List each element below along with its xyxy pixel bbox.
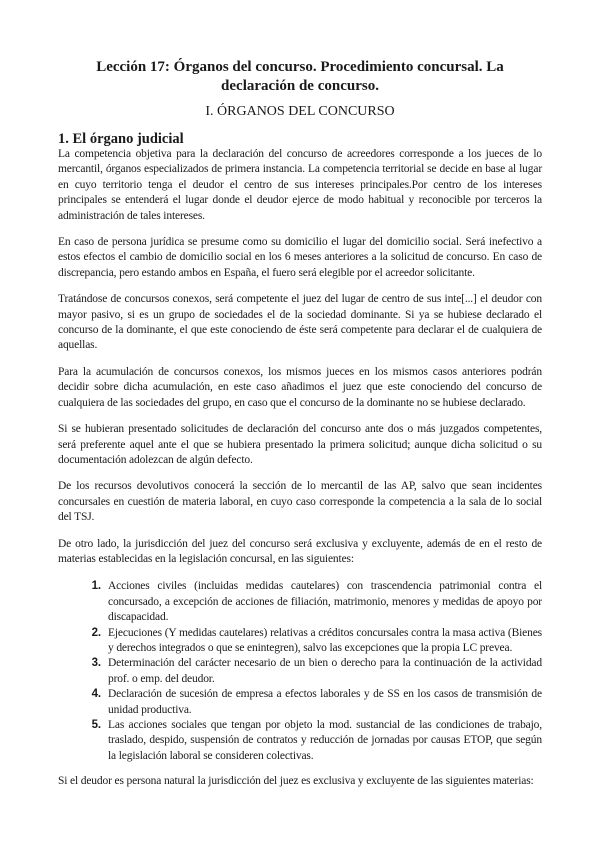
paragraph-persona-natural: Si el deudor es persona natural la jurisdicción del juez es exclusiva y excluyente de las siguientes materias: (58, 775, 534, 788)
materias-list (58, 579, 542, 764)
document-title: Lección 17: Órganos del concurso. Procedimiento concursal. La declaración de concurso. (96, 59, 504, 94)
section-heading: I. ÓRGANOS DEL CONCURSO (205, 104, 395, 119)
paragraph-recursos: De los recursos devolutivos conocerá la sección de lo mercantil de las AP, salvo que sean incidentes concursales en cuestión de materia laboral, en cuyo caso corresponde la competencia a la sala de lo social del TSJ. (58, 480, 542, 524)
paragraph-persona-juridica: En caso de persona jurídica se presume como su domicilio el lugar del domicilio social. Será inefectivo a estos efectos el cambio de domicilio social en los 6 meses anteriores a la solicitud de concurso. En caso de discrepancia, pero estando ambos en España, el fuero será elegible por el acreedor solicitante. (58, 236, 542, 279)
list-item: 1. Acciones civiles (incluidas medidas cautelares) con trascendencia patrimonial contra el concursado, a excepción de acciones de filiación, matrimonio, menores y medidas de apoyo por discapacidad. (104, 579, 542, 625)
paragraph-competencia: La competencia objetiva para la declaración del concurso de acreedores corresponde a los jueces de lo mercantil, órganos especializados de primera instancia. La competencia territorial se decide en base al lugar en cuyo territorio tenga el deudor el centro de sus intereses principales.Por centro de los intereses principales se entenderá el lugar donde el deudor ejerce de modo habitual y reconocible por terceros la administración de tales intereses. (58, 148, 542, 222)
paragraph-jurisdiccion: De otro lado, la jurisdicción del juez del concurso será exclusiva y excluyente, además de en el resto de materias establecidas en la legislación concursal, en las siguientes: (58, 537, 542, 565)
paragraph-acumulacion: Para la acumulación de concursos conexos, los mismos jueces en los mismos casos anteriores podrán decidir sobre dicha acumulación, en este caso añadimos el juez que este conociendo del concurso de cualquiera de las sociedades del grupo, en caso que el concurso de la dominante no se hubiese declarado. (58, 365, 542, 409)
list-item: 5. Las acciones sociales que tengan por objeto la mod. sustancial de las condiciones de trabajo, traslado, despido, suspensión de contratos y reducción de jornadas por causas ETOP, que según la legislación laboral se consideren colectivas. (104, 718, 542, 764)
list-item: 2. Ejecuciones (Y medidas cautelares) relativas a créditos concursales contra la masa activa (Bienes y derechos integrados o que se enintegren), salvo las excepciones que la propia LC prevea. (104, 626, 542, 657)
paragraph-concursos-conexos: Tratándose de concursos conexos, será competente el juez del lugar de centro de sus inte[...] el deudor con mayor pasivo, si es un grupo de sociedades el de la sociedad dominante. Si ya se hubiese declarado el concurso de la dominante, el que este conociendo de éste será competente para declarar el de cualquiera de aquellas. (58, 293, 542, 352)
document-body (58, 147, 542, 801)
subheading: 1. El órgano judicial (58, 131, 184, 147)
list-item: 3. Determinación del carácter necesario de un bien o derecho para la continuación de la actividad prof. o emp. del deudor. (104, 656, 542, 687)
list-item: 4. Declaración de sucesión de empresa a efectos laborales y de SS en los casos de transmisión de unidad productiva. (104, 687, 542, 718)
paragraph-solicitudes: Si se hubieran presentado solicitudes de declaración del concurso ante dos o más juzgados competentes, será preferente aquel ante el que se hubiera presentado la primera solicitud; aunque dicha solicitud o su documentación adolezcan de algún defecto. (58, 423, 542, 466)
